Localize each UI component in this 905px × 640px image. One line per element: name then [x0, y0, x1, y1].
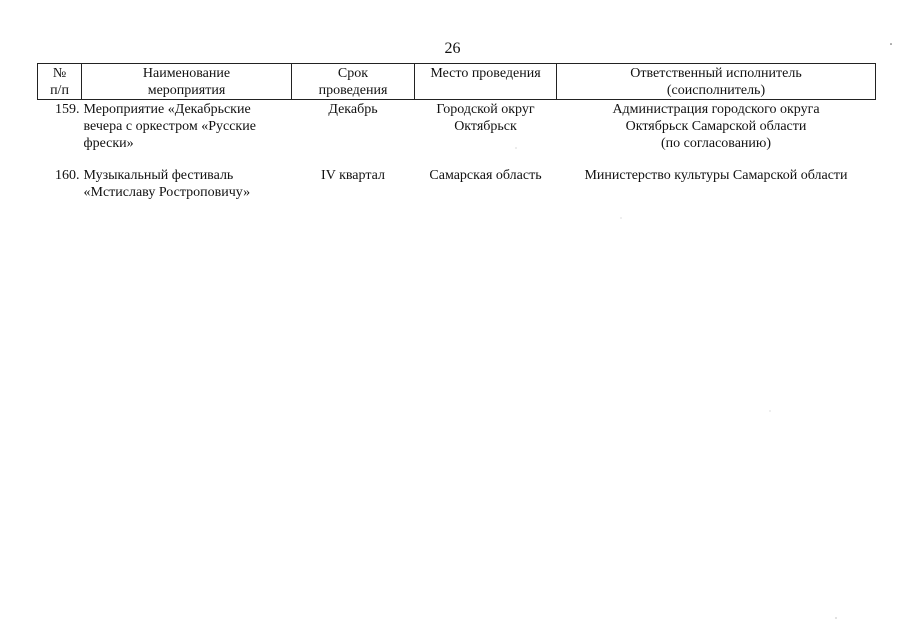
event-term: IV квартал — [321, 168, 385, 183]
event-name: Мероприятие «Декабрьские вечера с оркестром «Русские фрески» — [83, 102, 256, 151]
event-name: Музыкальный фестиваль «Мстиславу Ростроповичу» — [83, 168, 251, 200]
event-term: Декабрь — [328, 102, 378, 117]
header-responsible: Ответственный исполнитель (соисполнитель) — [557, 64, 876, 100]
event-place: Городской округ Октябрьск — [436, 102, 535, 134]
event-place: Самарская область — [429, 168, 542, 183]
header-number: № п/п — [38, 64, 82, 100]
event-responsible: Администрация городского округа Октябрьск Самарской области (по согласованию) — [612, 102, 820, 151]
page-number: 26 — [444, 40, 461, 57]
header-term: Срок проведения — [292, 64, 415, 100]
header-event-name: Наименование мероприятия — [82, 64, 292, 100]
row-number: 160. — [55, 168, 80, 183]
header-place: Место проведения — [415, 64, 557, 100]
row-number: 159. — [55, 102, 80, 117]
event-responsible: Министерство культуры Самарской области — [584, 168, 848, 183]
